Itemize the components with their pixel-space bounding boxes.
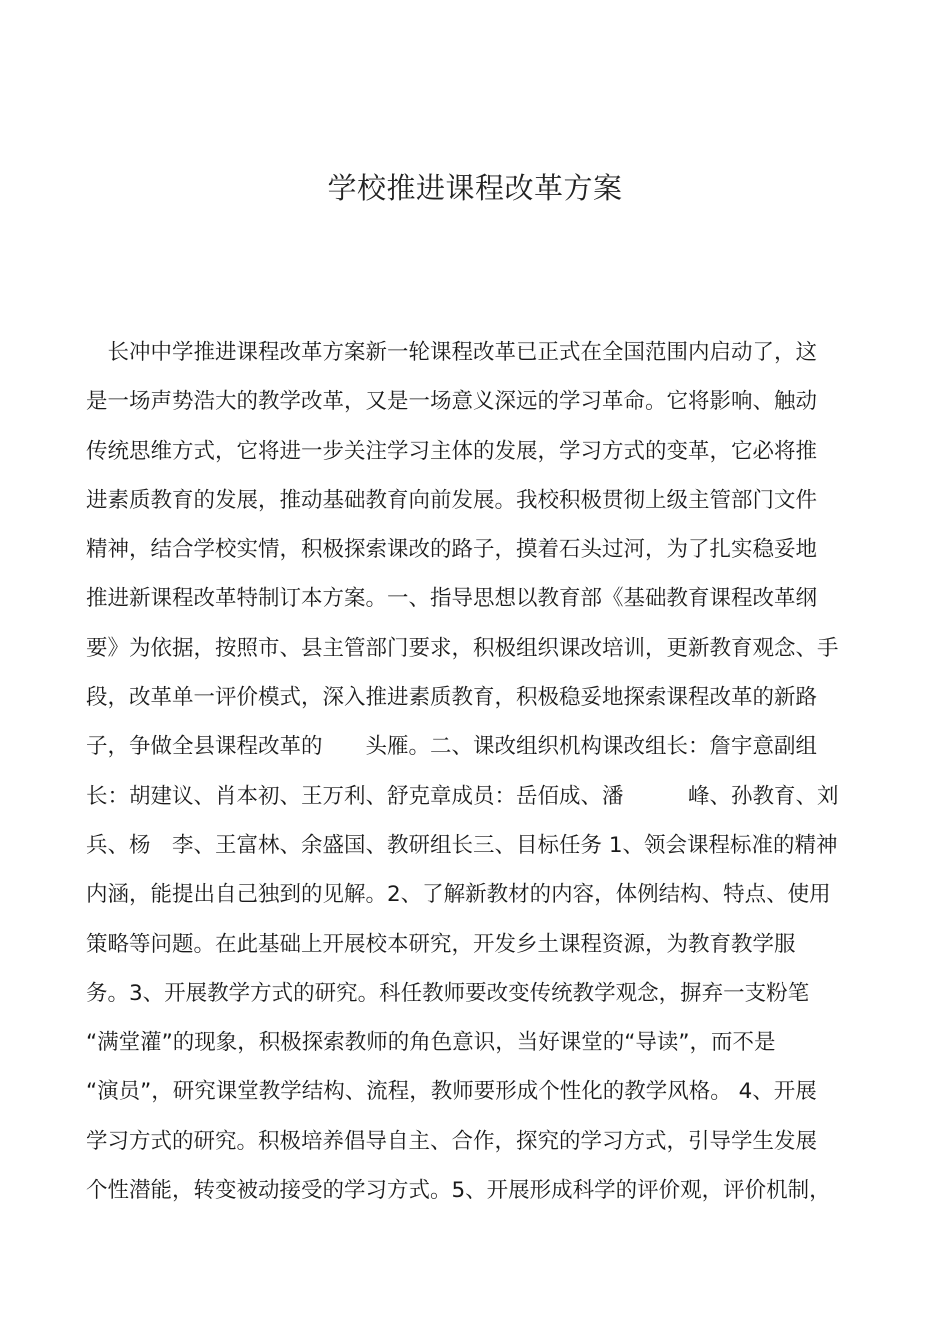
document-body	[86, 328, 886, 1215]
document-title: 学校推进课程改革方案	[327, 171, 623, 205]
body-line: “满堂灌”的现象，积极探索教师的角色意识，当好课堂的“导读”，而不是	[86, 1030, 776, 1056]
body-line: 内涵，能提出自己独到的见解。2、了解新教材的内容，体例结构、特点、使用	[86, 882, 831, 908]
body-line: 精神，结合学校实情，积极探索课改的路子，摸着石头过河，为了扎实稳妥地	[86, 537, 818, 563]
body-line: 个性潜能，转变被动接受的学习方式。5、开展形成科学的评价观，评价机制，	[86, 1178, 831, 1204]
body-line: 务。3、开展教学方式的研究。科任教师要改变传统教学观念，摒弃一支粉笔	[86, 980, 810, 1006]
body-line: 长冲中学推进课程改革方案新一轮课程改革已正式在全国范围内启动了，这	[86, 340, 818, 365]
body-line: 段，改革单一评价模式，深入推进素质教育，积极稳妥地探索课程改革的新路	[86, 685, 818, 711]
body-line: 兵、杨 李、王富林、余盛国、教研组长三、目标任务 1、领会课程标准的精神	[86, 832, 838, 858]
body-line: 传统思维方式，它将进一步关注学习主体的发展，学习方式的变革，它必将推	[86, 438, 818, 464]
body-line: 长：胡建议、肖本初、王万利、舒克章成员：岳佰成、潘 峰、孙教育、刘	[86, 783, 839, 809]
body-line: 子，争做全县课程改革的 头雁。二、课改组织机构课改组长：詹宇意副组	[86, 734, 818, 760]
body-line: 是一场声势浩大的教学改革，又是一场意义深远的学习革命。它将影响、触动	[86, 389, 818, 415]
body-line: 学习方式的研究。积极培养倡导自主、合作，探究的学习方式，引导学生发展	[86, 1128, 818, 1154]
body-line: 推进新课程改革特制订本方案。一、指导思想以教育部《基础教育课程改革纲	[86, 586, 818, 612]
body-line: “演员”，研究课堂教学结构、流程，教师要形成个性化的教学风格。 4、开展	[86, 1079, 817, 1105]
body-line: 进素质教育的发展，推动基础教育向前发展。我校积极贯彻上级主管部门文件	[86, 487, 818, 513]
body-line: 策略等问题。在此基础上开展校本研究，开发乡土课程资源，为教育教学服	[86, 931, 796, 957]
body-line: 要》为依据，按照市、县主管部门要求，积极组织课改培训，更新教育观念、手	[86, 635, 839, 661]
